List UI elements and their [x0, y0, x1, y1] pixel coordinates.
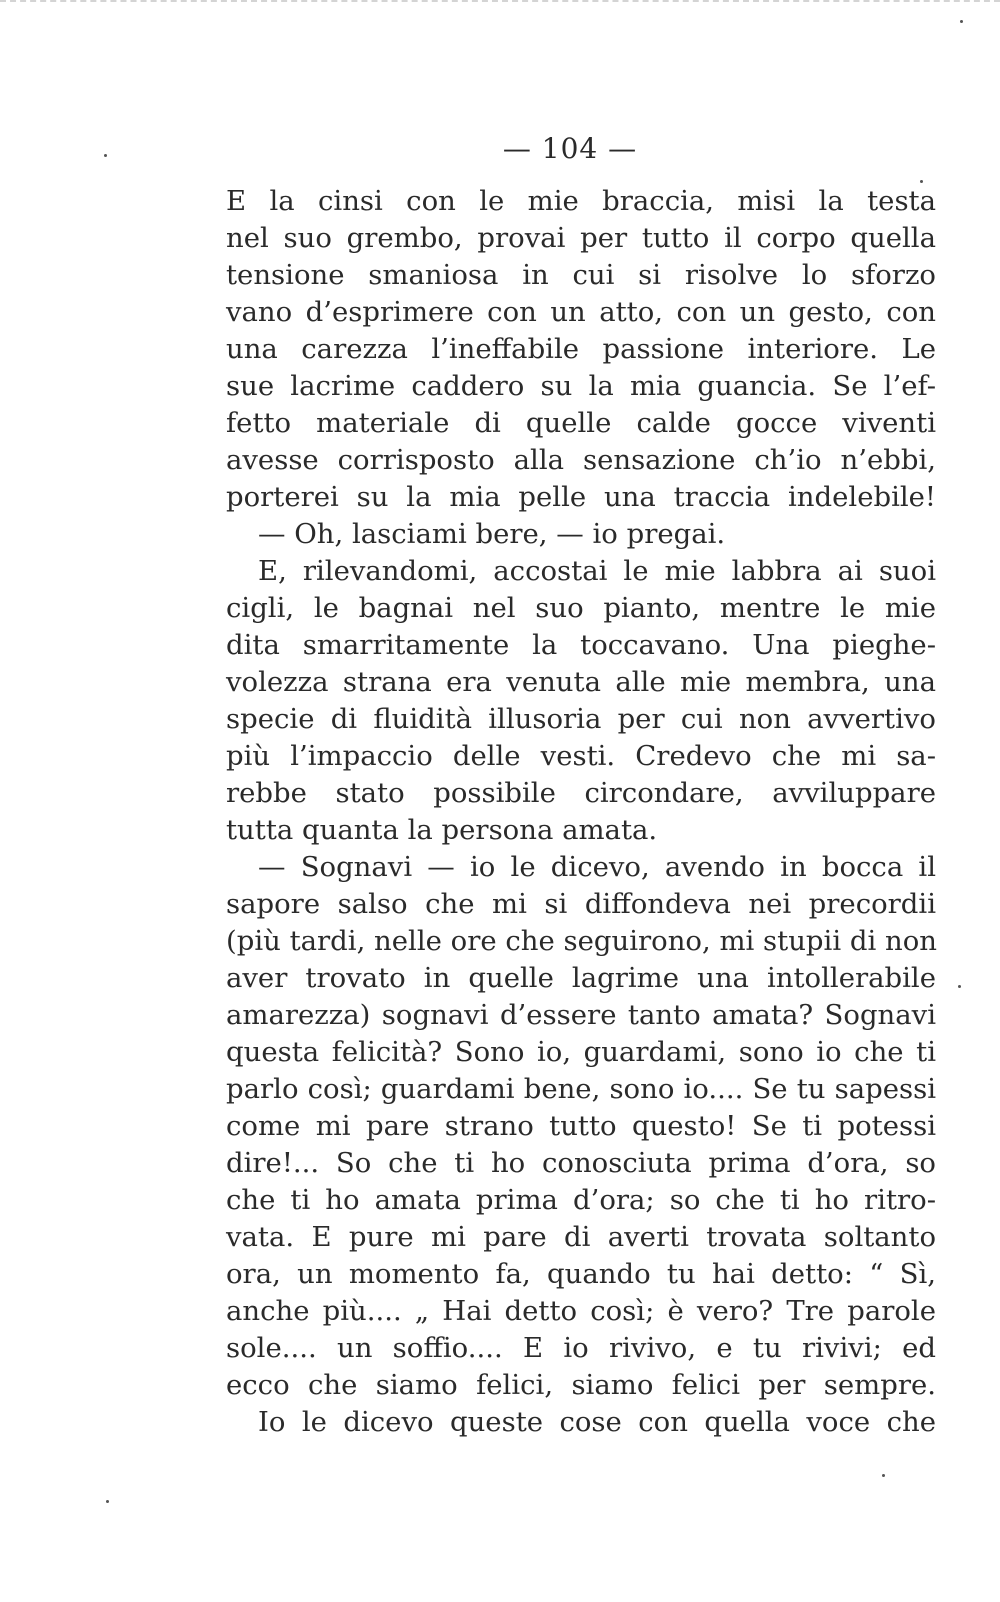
text-line: specie di fluidità illusoria per cui non avvertivo: [226, 703, 936, 735]
text-line: E, rilevandomi, accostai le mie labbra ai suoi: [258, 555, 936, 587]
text-line: amarezza) sognavi d’essere tanto amata? Sognavi: [226, 999, 936, 1031]
text-line: — Oh, lasciami bere, — io pregai.: [258, 518, 726, 550]
text-line: volezza strana era venuta alle mie membra, una: [226, 666, 936, 698]
text-line: una carezza l’ineffabile passione interiore. Le: [226, 333, 936, 365]
text-line: porterei su la mia pelle una traccia indelebile!: [226, 481, 936, 513]
text-line: E la cinsi con le mie braccia, misi la testa: [226, 185, 936, 217]
text-line: sue lacrime caddero su la mia guancia. Se l’ef-: [226, 370, 936, 402]
text-line: vata. E pure mi pare di averti trovata soltanto: [226, 1221, 936, 1253]
text-line: tutta quanta la persona amata.: [226, 814, 658, 846]
body-text: [226, 183, 936, 1441]
text-line: più l’impaccio delle vesti. Credevo che mi sa-: [226, 740, 936, 772]
scan-speck: [882, 1474, 885, 1477]
text-line: Io le dicevo queste cose con quella voce che: [258, 1406, 936, 1438]
scan-speck: [920, 180, 923, 183]
text-line: aver trovato in quelle lagrime una intollerabile: [226, 962, 936, 994]
text-line: (più tardi, nelle ore che seguirono, mi stupii di non: [226, 925, 937, 957]
text-line: dita smarritamente la toccavano. Una pieghe-: [226, 629, 936, 661]
text-line: sapore salso che mi si diffondeva nei precordii: [226, 888, 936, 920]
text-line: parlo così; guardami bene, sono io.... Se tu sapessi: [226, 1073, 936, 1105]
scan-speck: [104, 154, 107, 157]
scan-speck: [106, 1500, 109, 1503]
text-line: avesse corrisposto alla sensazione ch’io n’ebbi,: [226, 444, 936, 476]
text-line: ora, un momento fa, quando tu hai detto: “ Sì,: [226, 1258, 936, 1290]
text-line: sole.... un soffio.... E io rivivo, e tu rivivi; ed: [226, 1332, 936, 1364]
text-line: fetto materiale di quelle calde gocce viventi: [226, 407, 936, 439]
text-line: vano d’esprimere con un atto, con un gesto, con: [226, 296, 936, 328]
text-line: anche più.... „ Hai detto così; è vero? Tre parole: [226, 1295, 936, 1327]
text-line: come mi pare strano tutto questo! Se ti potessi: [226, 1110, 936, 1142]
text-line: che ti ho amata prima d’ora; so che ti ho ritro-: [226, 1184, 936, 1216]
text-line: dire!... So che ti ho conosciuta prima d’ora, so: [226, 1147, 936, 1179]
text-line: — Sognavi — io le dicevo, avendo in bocca il: [258, 851, 936, 883]
text-line: tensione smaniosa in cui si risolve lo sforzo: [226, 259, 936, 291]
text-line: rebbe stato possibile circondare, avviluppare: [226, 777, 936, 809]
page-number: — 104 —: [502, 132, 638, 165]
scan-speck: [958, 985, 961, 988]
text-line: nel suo grembo, provai per tutto il corpo quella: [226, 222, 936, 254]
page-top-edge: [0, 0, 1000, 6]
text-line: cigli, le bagnai nel suo pianto, mentre le mie: [226, 592, 936, 624]
text-line: ecco che siamo felici, siamo felici per sempre.: [226, 1369, 936, 1401]
scan-speck: [960, 20, 963, 23]
text-line: questa felicità? Sono io, guardami, sono io che ti: [226, 1036, 936, 1068]
